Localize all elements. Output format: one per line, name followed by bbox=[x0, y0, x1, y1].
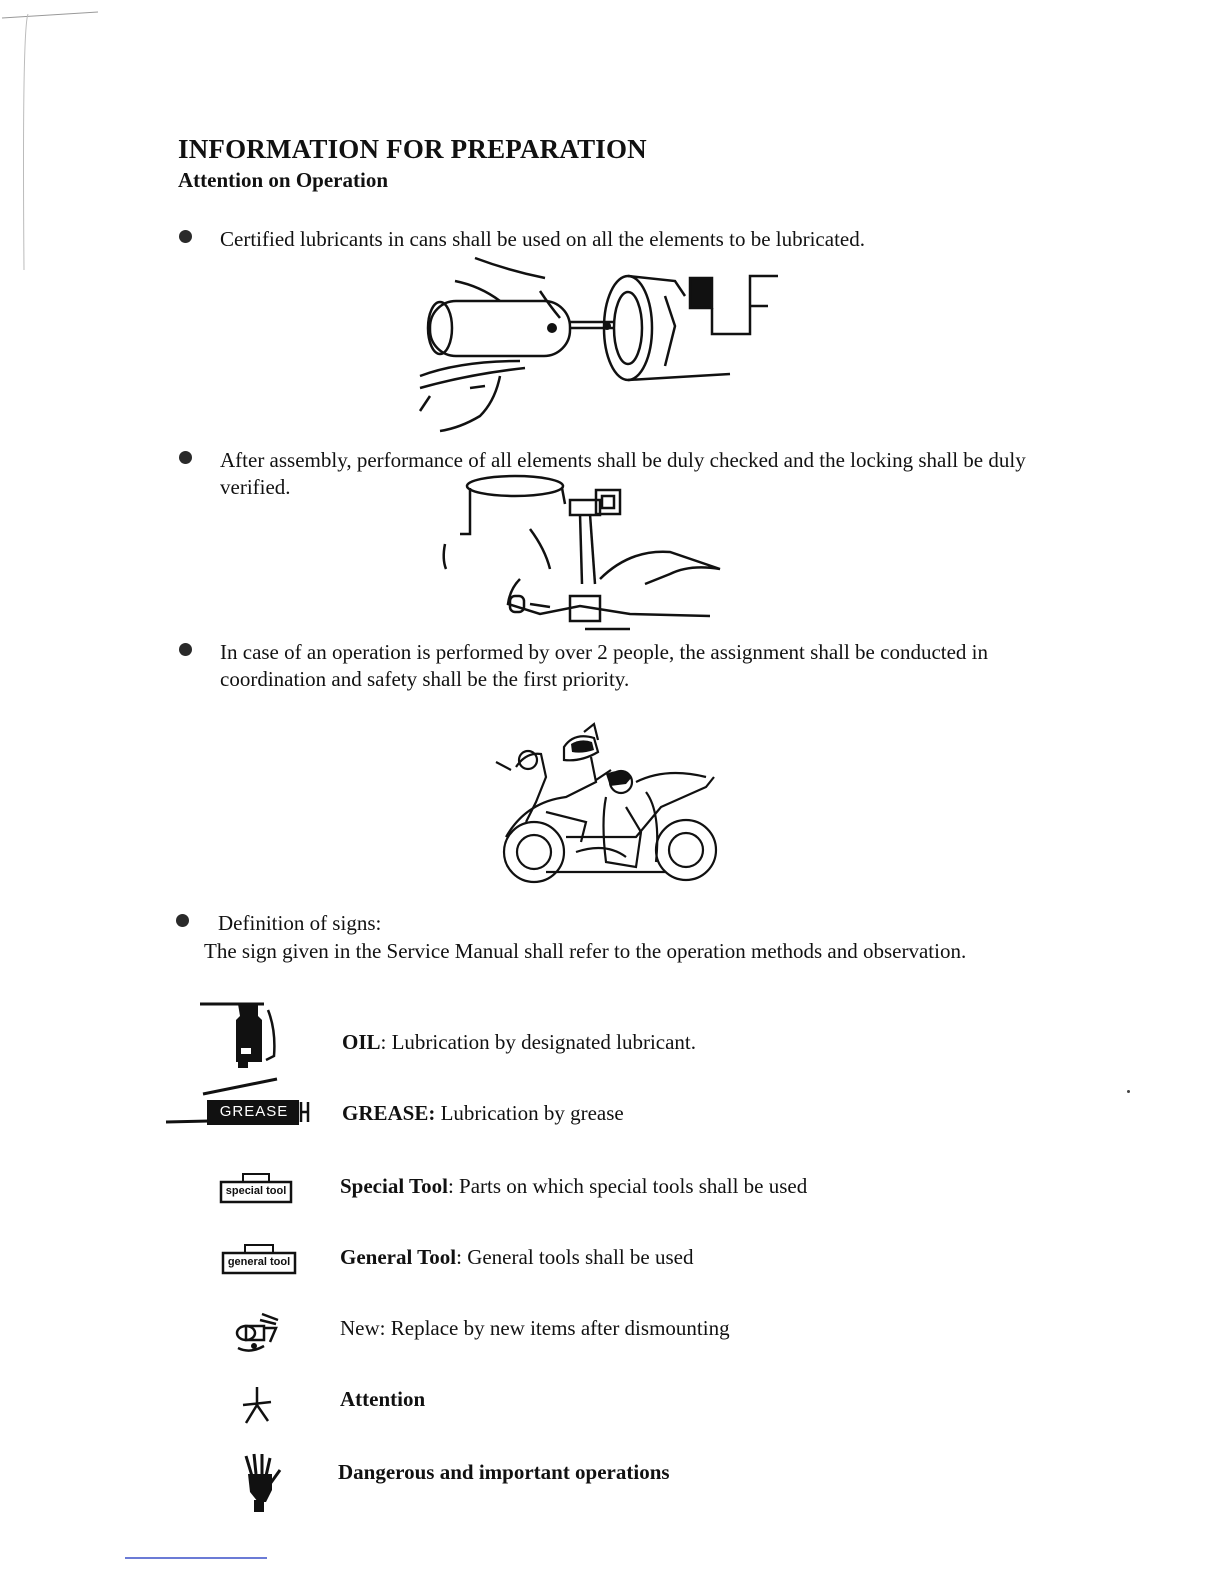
new-part-icon bbox=[232, 1308, 284, 1354]
attention-star-icon bbox=[240, 1385, 274, 1425]
sign-label: OIL bbox=[342, 1030, 381, 1054]
scan-speck bbox=[1127, 1090, 1130, 1093]
page-title: INFORMATION FOR PREPARATION bbox=[178, 134, 647, 164]
special-tool-icon-text: special tool bbox=[225, 1185, 287, 1197]
sign-label: Special Tool bbox=[340, 1174, 448, 1198]
general-tool-icon-text: general tool bbox=[227, 1256, 291, 1268]
special-tool-icon bbox=[219, 1172, 293, 1206]
grease-icon bbox=[165, 1076, 311, 1126]
grease-icon-text: GREASE bbox=[219, 1103, 289, 1120]
two-mechanics-scooter-illustration bbox=[486, 722, 726, 890]
sign-description: : Replace by new items after dismounting bbox=[379, 1316, 730, 1340]
scan-edge-marks bbox=[0, 0, 110, 280]
sign-new bbox=[340, 1316, 730, 1341]
lubricant-can-illustration bbox=[400, 256, 800, 441]
sign-dangerous bbox=[338, 1460, 670, 1485]
bullet-text-two-people: In case of an operation is performed by over 2 people, the assignment shall be conducted in coordination and safety shall be the first priority. bbox=[220, 640, 989, 691]
sign-description: : Parts on which special tools shall be used bbox=[447, 1174, 808, 1198]
definition-body: The sign given in the Service Manual shall refer to the operation methods and observation. bbox=[204, 939, 967, 963]
sign-attention bbox=[340, 1387, 425, 1412]
page-subtitle: Attention on Operation bbox=[178, 168, 388, 192]
bullet-dot bbox=[179, 230, 192, 243]
bullet-text-assembly-check: After assembly, performance of all elements shall be duly checked and the locking shall be duly verified. bbox=[220, 448, 1026, 499]
sign-oil bbox=[342, 1030, 696, 1055]
bullet-dot bbox=[179, 643, 192, 656]
sign-label: Dangerous and important operations bbox=[338, 1460, 670, 1484]
oil-can-icon bbox=[198, 1000, 284, 1072]
sign-description: : General tools shall be used bbox=[456, 1245, 694, 1269]
sign-description: : Lubrication by designated lubricant. bbox=[380, 1030, 697, 1054]
sign-special-tool bbox=[340, 1174, 807, 1199]
bottom-rule bbox=[125, 1557, 267, 1559]
sign-label: General Tool bbox=[340, 1245, 457, 1269]
locking-check-illustration bbox=[430, 474, 730, 634]
sign-label: Attention bbox=[340, 1387, 426, 1411]
bullet-dot bbox=[176, 914, 189, 927]
bullet-text-lubricants: Certified lubricants in cans shall be used on all the elements to be lubricated. bbox=[220, 227, 865, 251]
bullet-dot bbox=[179, 451, 192, 464]
general-tool-icon bbox=[221, 1243, 297, 1277]
sign-label: New bbox=[340, 1316, 380, 1340]
hand-danger-icon bbox=[238, 1452, 286, 1514]
sign-label: GREASE: bbox=[342, 1101, 436, 1125]
sign-description: Lubrication by grease bbox=[435, 1101, 624, 1125]
sign-grease bbox=[342, 1101, 624, 1126]
sign-general-tool bbox=[340, 1245, 693, 1270]
definition-heading: Definition of signs: bbox=[218, 911, 382, 935]
